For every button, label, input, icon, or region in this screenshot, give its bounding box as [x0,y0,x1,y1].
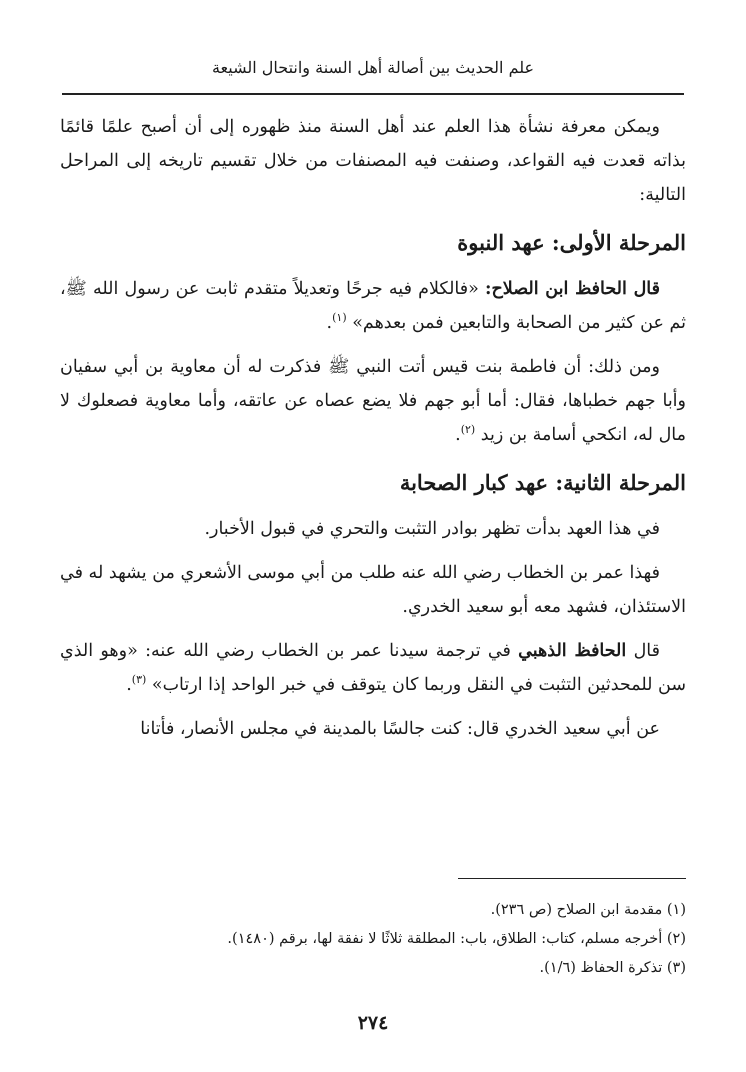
sentence-end: . [326,313,333,333]
paragraph-dhahabi-pre: قال [633,641,660,661]
section-heading-label: المرحلة الثانية: [555,470,686,495]
page-number: ٢٧٤ [357,1012,389,1034]
paragraph-intro-text: ويمكن معرفة نشأة هذا العلم عند أهل السنة منذ ظهوره إلى أن أصبح علمًا قائمًا بذاته قعدت فيه القواعد، وصنفت فيه المصنفات من خلال تقسيم تاريخه إلى المراحل التالية: [60,117,686,205]
quote-text: في ترجمة سيدنا عمر بن الخطاب رضي الله عنه: «وهو الذي سن للمحدثين التثبت في النقل وربما كان يتوقف في خبر الواحد إذا ارتاب» [60,641,686,695]
footnote-rule [458,878,686,879]
paragraph-umar-text: فهذا عمر بن الخطاب رضي الله عنه طلب من أبي موسى الأشعري من يشهد له في الاستئذان، فشهد معه أبو سعيد الخدري. [60,563,686,617]
paragraph-fatima [60,350,686,452]
footnote-ref-2[interactable]: (٢) [460,423,476,437]
footnote-3: (٣) تذكرة الحفاظ (١/٦). [539,960,686,976]
section-heading-first-stage [60,226,686,260]
paragraph-verification [60,512,686,546]
sentence-end: . [455,425,461,445]
section-heading-title: عهد كبار الصحابة [399,470,549,495]
paragraph-intro [60,110,686,212]
paragraph-abu-said-text: عن أبي سعيد الخدري قال: كنت جالسًا بالمدينة في مجلس الأنصار، فأتانا [140,719,660,739]
running-header: علم الحديث بين أصالة أهل السنة وانتحال الشيعة [211,58,535,77]
quote-text: «فالكلام فيه جرحًا وتعديلاً متقدم ثابت عن رسول الله ﷺ، ثم عن كثير من الصحابة والتابعين فمن بعدهم» [60,279,686,333]
section-heading-second-stage [60,466,686,500]
header-rule [62,93,684,95]
scholar-name: قال الحافظ ابن الصلاح: [485,279,660,299]
paragraph-umar [60,556,686,624]
paragraph-fatima-text: ومن ذلك: أن فاطمة بنت قيس أتت النبي ﷺ فذكرت له أن معاوية بن أبي سفيان وأبا جهم خطباها، فقال: أما أبو جهم فلا يضع عصاه عن عاتقه، وأما معاوية فصعلوك لا مال له، انكحي أسامة بن زيد [60,357,686,445]
section-heading-label: المرحلة الأولى: [551,230,686,255]
footnote-2: (٢) أخرجه مسلم، كتاب: الطلاق، باب: المطلقة ثلاثًا لا نفقة لها، برقم (١٤٨٠). [227,931,686,947]
sentence-end: . [126,675,132,695]
paragraph-ibn-salah [60,272,686,340]
footnote-1: (١) مقدمة ابن الصلاح (ص ٢٣٦). [490,902,686,918]
paragraph-dhahabi [60,634,686,702]
section-heading-title: عهد النبوة [457,230,545,255]
footnote-ref-1[interactable]: (١) [332,311,347,325]
paragraph-verification-text: في هذا العهد بدأت تظهر بوادر التثبت والتحري في قبول الأخبار. [204,519,660,539]
main-text [60,110,686,756]
footnotes [60,896,686,983]
scholar-name: الحافظ الذهبي [518,641,627,661]
paragraph-abu-said [60,712,686,746]
footnote-ref-3[interactable]: (٣) [131,673,147,687]
